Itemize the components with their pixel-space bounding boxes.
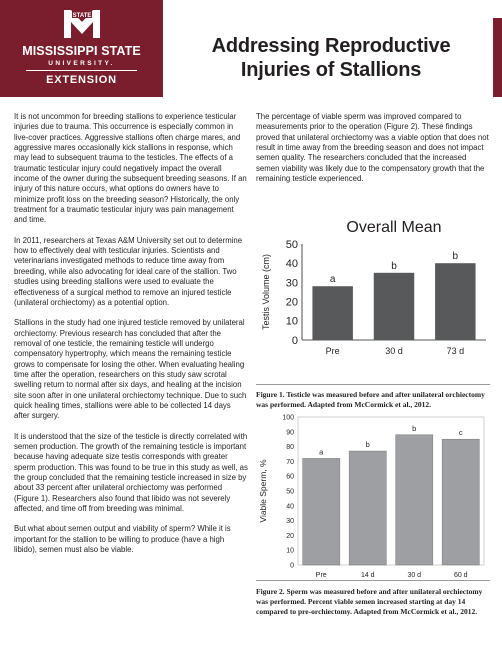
y-tick-label: 10	[286, 547, 294, 555]
y-tick-label: 30	[286, 518, 294, 526]
figure1-divider	[256, 384, 490, 385]
title-line-2: Injuries of Stallions	[240, 59, 422, 81]
y-tick-label: 60	[286, 473, 294, 481]
y-tick-label: 30	[285, 277, 298, 290]
paragraph: The percentage of viable sperm was improved compared to measurements prior to the operation (Figure 2). These findings proved that unilateral orchiectomy was a viable option that does not result in time away from the breeding season and does not impact semen quality. The researchers concluded that the increased semen viability was likely due to the compensatory growth that the remaining testicle experienced.	[256, 112, 489, 184]
university-sub: UNIVERSITY.	[48, 60, 115, 67]
x-tick-label: 30 d	[407, 572, 422, 579]
bar	[349, 451, 386, 565]
y-tick-label: 50	[285, 238, 298, 251]
x-tick-label: Pre	[325, 346, 340, 356]
y-tick-label: 20	[286, 532, 294, 540]
header-right-bar	[493, 18, 502, 97]
x-tick-label: 14 d	[360, 572, 375, 579]
left-column	[14, 112, 248, 565]
y-tick-label: 0	[290, 562, 294, 570]
y-tick-label: 40	[286, 503, 294, 511]
paragraph: It is not uncommon for breeding stallions to experience testicular injuries due to trauma. This occurrence is especially common in live-cover practices. Aggressive stallions often charge mares, and aggressive mares occasionally kick stallions in response, which may lead to subsequent trauma to the testicles. The effects of a traumatic testicular injury could negatively impact the overall income of the owner during the subsequent breeding seasons. If an injury of this nature occurs, what options do owners have to minimize profit loss on the breeding season? Historically, the only treatment for a traumatic testicular injury was pain management and time.	[14, 112, 247, 225]
extension-label: EXTENSION	[46, 74, 117, 86]
bar	[303, 458, 340, 565]
logo-state-text: STATE	[72, 13, 92, 19]
y-tick-label: 100	[282, 414, 294, 422]
y-tick-label: 90	[286, 429, 294, 437]
y-tick-label: 40	[285, 258, 298, 271]
bar-label: c	[458, 428, 463, 438]
right-column	[256, 112, 490, 194]
y-tick-label: 20	[285, 296, 298, 309]
y-tick-label: 0	[291, 334, 298, 347]
y-tick-label: 70	[286, 458, 294, 466]
figure2-chart	[256, 409, 490, 579]
msu-logo-icon	[62, 4, 102, 44]
x-tick-label: 60 d	[453, 572, 468, 579]
university-name: MISSISSIPPI STATE	[22, 44, 141, 58]
y-tick-label: 50	[286, 488, 294, 496]
title-line-1: Addressing Reproductive	[211, 35, 451, 57]
bar	[435, 263, 475, 340]
bar-label: a	[329, 274, 336, 286]
x-tick-label: Pre	[315, 572, 327, 579]
header-top-bar	[163, 0, 502, 18]
bar	[312, 286, 352, 340]
figure2-caption: Figure 2. Sperm was measured before and after unilateral orchiectomy was performed. Percent viable semen increased starting at day 14 compared to pre-orchiectomy. Adapted from McCormick et al., 2012.	[256, 587, 483, 616]
bar	[442, 439, 479, 565]
y-axis-label: Testis Volume (cm)	[261, 253, 271, 331]
bar	[374, 273, 414, 340]
figure1-chart	[256, 208, 490, 380]
brand-block	[0, 0, 163, 97]
bar-label: b	[391, 260, 397, 272]
y-tick-label: 10	[285, 315, 298, 328]
bar-label: b	[365, 440, 370, 450]
bar-label: a	[319, 447, 324, 457]
page-title	[170, 34, 492, 82]
figure2-divider	[256, 580, 490, 581]
paragraph: In 2011, researchers at Texas A&M University set out to determine how to effectively deal with testicular injuries. Scientists and veterinarians investigated methods to reduce time away from breeding, while also advocating for ideal care of the stallion. Two studies using breeding stallions were used to evaluate the effectiveness of a surgical method to remove an injured testicle (unilateral orchiectomy) as a potential option.	[14, 235, 243, 307]
paragraph: But what about semen output and viability of sperm? While it is important for the stallion to be willing to produce (have a high libido), semen must also be viable.	[14, 524, 231, 555]
x-tick-label: 30 d	[385, 346, 403, 356]
bar-label: b	[412, 423, 417, 433]
paragraph: Stallions in the study had one injured testicle removed by unilateral orchiectomy. Previous research has concluded that after the removal of one testicle, the remaining testicle will undergo compensatory hypertrophy, which means the remaining testicle grows to compensate for losing the other. When evaluating healing time after the operation, researchers on this study saw scrotal swelling return to normal after six days, and healing at the incision site soon after in one unilateral orchiectomy technique. Due to such quick healing times, stallions were able to be collected 14 days after surgery.	[14, 318, 247, 421]
y-tick-label: 80	[286, 444, 294, 452]
x-tick-label: 73 d	[446, 346, 465, 356]
y-axis-label: Viable Sperm, %	[258, 459, 268, 523]
bar	[396, 435, 433, 565]
figure1-caption: Figure 1. Testicle was measured before and after unilateral orchiectomy was performed. Adapted from McCormick et al., 2012.	[256, 390, 485, 409]
bar-label: b	[452, 251, 459, 263]
paragraph: It is understood that the size of the testicle is directly correlated with semen production. The growth of the remaining testicle is important because having adequate size testis corresponds with greater sperm production. This was found to be true in this study as well, as the group concluded that the remaining testicle increased in size by about 33 percent after unilateral orchiectomy was performed (Figure 1). Researchers also found that libido was not severely affected, and time off from breeding was minimal.	[14, 431, 248, 514]
chart-title: Overall Mean	[346, 219, 442, 236]
brand-divider	[26, 70, 137, 71]
